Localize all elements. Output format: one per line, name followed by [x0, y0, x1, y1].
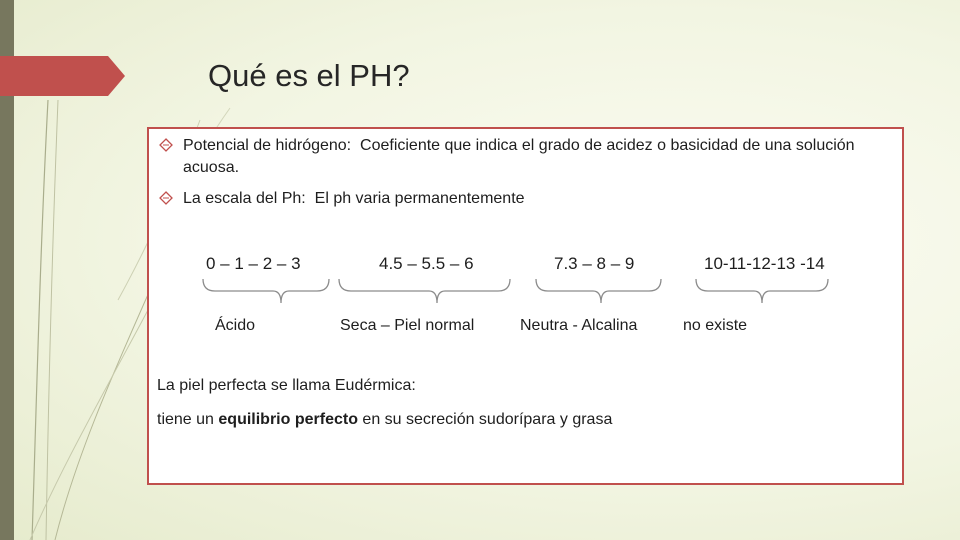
title-accent-flag [0, 56, 125, 96]
scale-range-neutral: 7.3 – 8 – 9 [554, 254, 635, 273]
brace-acid [203, 279, 329, 303]
scale-range-normal: 4.5 – 5.5 – 6 [379, 254, 474, 273]
brace-nonexistent [696, 279, 828, 303]
bullet-text: Coeficiente que indica el grado de acidez o basicidad de una solución acuosa. [183, 137, 855, 176]
brace-neutral [536, 279, 661, 303]
scale-label-acid: Ácido [215, 317, 256, 334]
bullet-lead: La escala del Ph: [183, 190, 306, 207]
scale-range-acid: 0 – 1 – 2 – 3 [206, 254, 301, 273]
paragraph-balance-before: tiene un [157, 411, 214, 428]
paragraph-eudermic: La piel perfecta se llama Eudérmica: [157, 377, 416, 394]
scale-label-nonexistent: no existe [683, 317, 748, 334]
scale-range-nonexistent: 10-11-12-13 -14 [704, 254, 825, 273]
scale-braces [149, 129, 902, 483]
paragraph-balance-after: en su secreción sudorípara y grasa [362, 411, 613, 428]
paragraph-balance-bold: equilibrio perfecto [218, 411, 358, 428]
slide-title: Qué es el PH? [208, 58, 410, 93]
scale-label-normal: Seca – Piel normal [340, 317, 475, 334]
content-box [147, 127, 904, 485]
brace-normal [339, 279, 510, 303]
paragraph-balance [157, 411, 612, 429]
scale-label-neutral: Neutra - Alcalina [520, 317, 638, 334]
bullet-text: El ph varia permanentemente [314, 190, 525, 207]
bullet-lead: Potencial de hidrógeno: [183, 137, 352, 154]
